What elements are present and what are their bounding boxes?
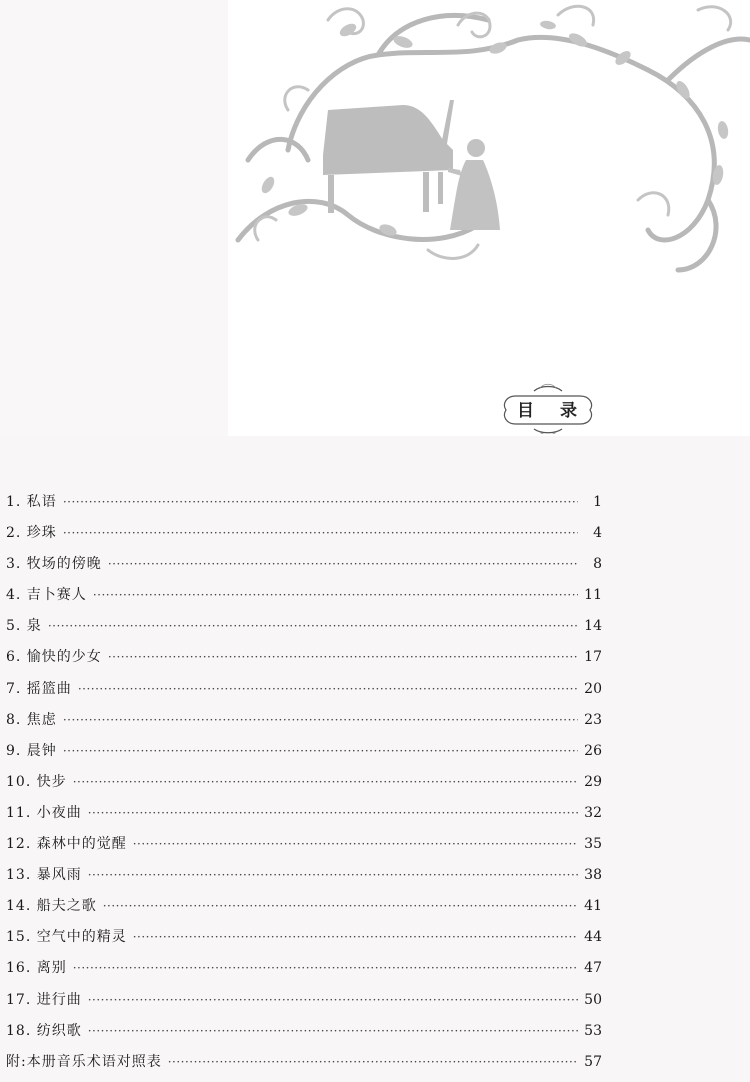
toc-leader-dots <box>133 837 578 851</box>
toc-entry[interactable] <box>6 615 602 646</box>
toc-entry-page: 14 <box>584 618 602 635</box>
toc-entry-title: 11. 小夜曲 <box>6 804 82 821</box>
toc-entry-page: 44 <box>584 929 602 946</box>
toc-entry[interactable] <box>6 1020 602 1051</box>
toc-entry-title: 4. 吉卜赛人 <box>6 587 87 604</box>
toc-entry[interactable] <box>6 771 602 802</box>
toc-entry-page: 23 <box>584 711 602 728</box>
toc-leader-dots <box>73 961 578 975</box>
toc-entry[interactable] <box>6 646 602 677</box>
toc-entry[interactable] <box>6 833 602 864</box>
toc-leader-dots <box>168 1055 578 1069</box>
toc-entry-title: 2. 珍珠 <box>6 525 57 542</box>
toc-leader-dots <box>88 1024 578 1038</box>
toc-entry-page: 8 <box>593 556 602 573</box>
toc-entry-page: 32 <box>584 804 602 821</box>
toc-entry-page: 17 <box>584 649 602 666</box>
toc-entry[interactable] <box>6 584 602 615</box>
toc-entry[interactable] <box>6 709 602 740</box>
toc-entry-page: 29 <box>584 773 602 790</box>
toc-entry-page: 41 <box>584 898 602 915</box>
toc-entry-title: 5. 泉 <box>6 618 42 635</box>
toc-entry-page: 26 <box>584 742 602 759</box>
toc-entry-page: 35 <box>584 836 602 853</box>
toc-leader-dots <box>88 806 578 820</box>
toc-entry-title: 1. 私语 <box>6 494 57 510</box>
toc-entry[interactable] <box>6 522 602 553</box>
page-margin <box>0 0 228 436</box>
page-title: 目 录 <box>517 401 587 421</box>
toc-entry-title: 14. 船夫之歌 <box>6 898 97 915</box>
toc-entry-page: 11 <box>584 587 602 604</box>
toc-leader-dots <box>108 557 578 571</box>
toc-leader-dots <box>78 682 578 696</box>
toc-entry-page: 57 <box>584 1053 602 1070</box>
toc-entry[interactable] <box>6 957 602 988</box>
toc-entry-title: 9. 晨钟 <box>6 742 57 759</box>
toc-leader-dots <box>133 930 578 944</box>
toc-leader-dots <box>63 744 578 758</box>
toc-leader-dots <box>88 868 578 882</box>
toc-leader-dots <box>48 619 578 633</box>
toc-entry-title: 18. 纺织歌 <box>6 1022 82 1039</box>
toc-leader-dots <box>73 775 578 789</box>
toc-entry-page: 20 <box>584 680 602 697</box>
toc-entry-title: 15. 空气中的精灵 <box>6 929 127 946</box>
toc-entry-title: 6. 愉快的少女 <box>6 649 102 666</box>
toc-entry-page: 47 <box>584 960 602 977</box>
toc-entry-title: 10. 快步 <box>6 773 67 790</box>
toc-entry[interactable] <box>6 491 602 522</box>
toc-leader-dots <box>103 899 578 913</box>
piano-vine-illustration <box>228 0 750 436</box>
toc-leader-dots <box>108 650 578 664</box>
toc-leader-dots <box>88 993 578 1007</box>
toc-entry[interactable] <box>6 1051 602 1082</box>
toc-leader-dots <box>93 588 578 602</box>
toc-entry[interactable] <box>6 864 602 895</box>
toc-entry[interactable] <box>6 989 602 1020</box>
toc-entry-title: 8. 焦虑 <box>6 711 57 728</box>
toc-entry-page: 4 <box>593 525 602 542</box>
toc-entry-page: 53 <box>584 1022 602 1039</box>
toc-entry-title: 16. 离别 <box>6 960 67 977</box>
toc-entry[interactable] <box>6 678 602 709</box>
toc-entry-title: 3. 牧场的傍晚 <box>6 556 102 573</box>
toc-entry[interactable] <box>6 926 602 957</box>
toc-entry[interactable] <box>6 553 602 584</box>
toc-entry-page: 38 <box>584 867 602 884</box>
toc-leader-dots <box>63 526 578 540</box>
toc-entry-title: 13. 暴风雨 <box>6 867 82 884</box>
toc-entry-title: 17. 进行曲 <box>6 991 82 1008</box>
toc-entry-title: 12. 森林中的觉醒 <box>6 836 127 853</box>
toc-entry[interactable] <box>6 802 602 833</box>
toc-entry-page: 50 <box>584 991 602 1008</box>
toc-entry-title: 7. 摇篮曲 <box>6 680 72 697</box>
toc-leader-dots <box>63 713 578 727</box>
toc-title-cartouche <box>496 382 600 434</box>
toc-entry-title: 附:本册音乐术语对照表 <box>6 1053 162 1070</box>
toc-leader-dots <box>63 495 578 509</box>
toc-entry[interactable] <box>6 740 602 771</box>
header-illustration-panel <box>228 0 750 436</box>
table-of-contents <box>6 491 602 1082</box>
toc-entry[interactable] <box>6 895 602 926</box>
toc-entry-page: 1 <box>593 494 602 510</box>
